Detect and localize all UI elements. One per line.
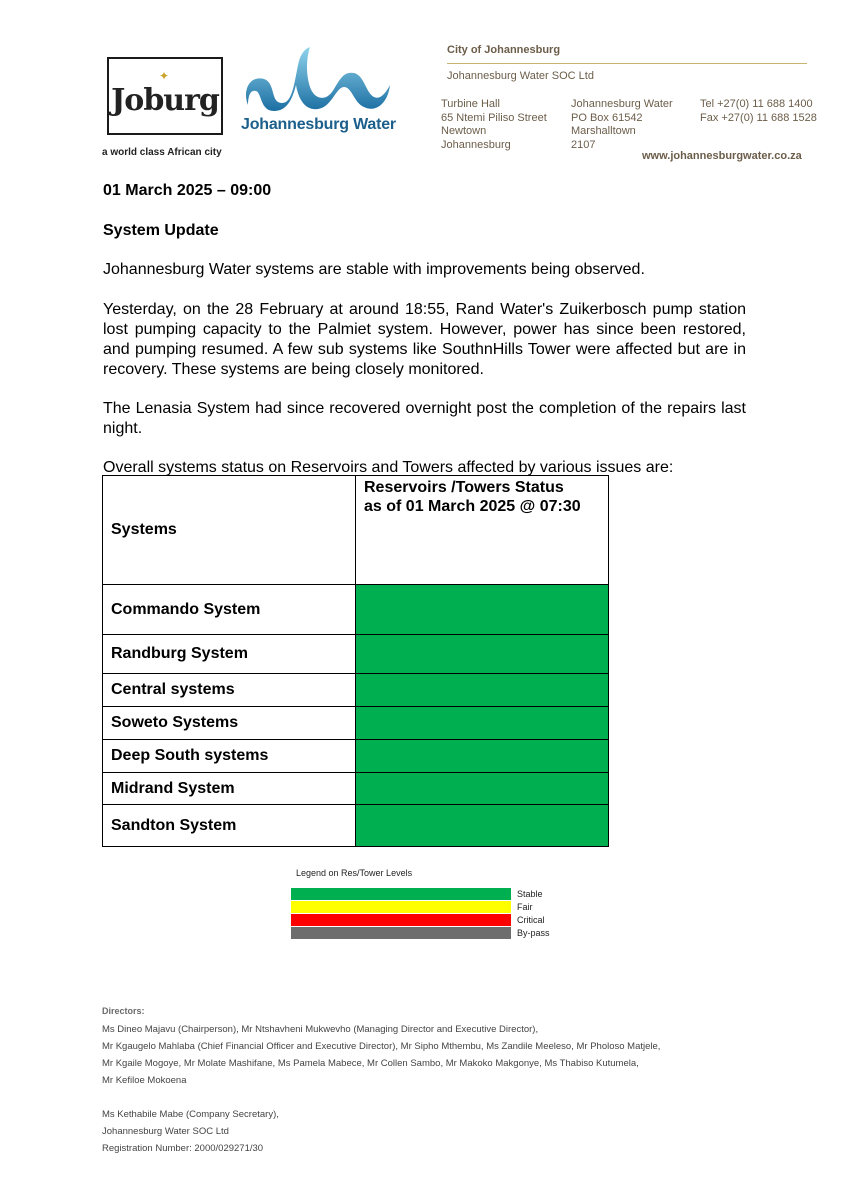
table-row xyxy=(103,707,609,740)
legend-title: Legend on Res/Tower Levels xyxy=(296,868,413,878)
postal-line: PO Box 61542 xyxy=(571,111,643,124)
header-divider xyxy=(447,63,807,64)
table-row xyxy=(103,805,609,847)
status-cell-stable xyxy=(356,635,609,674)
legend-label-stable: Stable xyxy=(517,889,543,899)
statement-date: 01 March 2025 – 09:00 xyxy=(103,182,272,199)
directors-line: Mr Kgaile Mogoye, Mr Molate Mashifane, Ms Pamela Mabece, Mr Collen Sambo, Mr Makoko Makgonye, Ms Thabiso Kutumela, xyxy=(102,1058,639,1069)
header-status xyxy=(356,476,609,585)
legend-label-bypass: By-pass xyxy=(517,928,550,938)
legend-swatch-stable xyxy=(291,888,511,900)
header-status-line-1: Reservoirs /Towers Status xyxy=(364,479,564,496)
contact-numbers xyxy=(700,98,817,125)
table-row xyxy=(103,585,609,635)
fax: Fax +27(0) 11 688 1528 xyxy=(700,111,817,124)
postal-line: 2107 xyxy=(571,138,596,151)
street-address xyxy=(441,98,547,152)
address-line: 65 Ntemi Piliso Street xyxy=(441,111,547,124)
secretary-line: Johannesburg Water SOC Ltd xyxy=(102,1126,229,1137)
header-status-line-2: as of 01 March 2025 @ 07:30 xyxy=(364,498,581,515)
johannesburg-water-logo-icon xyxy=(240,45,392,115)
system-name: Randburg System xyxy=(103,635,356,674)
secretary-line: Ms Kethabile Mabe (Company Secretary), xyxy=(102,1109,279,1120)
directors-line: Mr Kgaugelo Mahlaba (Chief Financial Officer and Executive Director), Mr Sipho Mthembu, Ms Zandile Meeleso, Mr Pholoso Matjele, xyxy=(102,1041,661,1052)
joburg-logo-text: Joburg xyxy=(111,83,219,118)
company-name: Johannesburg Water SOC Ltd xyxy=(447,70,594,82)
registration-number: Registration Number: 2000/029271/30 xyxy=(102,1143,264,1154)
system-name: Commando System xyxy=(103,585,356,635)
table-intro: Overall systems status on Reservoirs and Towers affected by various issues are: xyxy=(103,459,674,476)
table-row xyxy=(103,740,609,773)
city-name: City of Johannesburg xyxy=(447,44,561,56)
status-cell-stable xyxy=(356,805,609,847)
system-name: Deep South systems xyxy=(103,740,356,773)
system-name: Sandton System xyxy=(103,805,356,847)
system-name: Midrand System xyxy=(103,773,356,805)
legend-label-critical: Critical xyxy=(517,915,545,925)
directors-heading: Directors: xyxy=(102,1006,145,1016)
star-icon: ✦ xyxy=(159,69,170,83)
header-systems: Systems xyxy=(103,476,356,585)
website-link[interactable]: www.johannesburgwater.co.za xyxy=(642,150,802,162)
postal-address xyxy=(571,98,673,152)
statement-heading: System Update xyxy=(103,222,219,239)
systems-status-table xyxy=(102,475,609,847)
status-cell-stable xyxy=(356,707,609,740)
legend-swatch-critical xyxy=(291,914,511,926)
legend-swatch-bypass xyxy=(291,927,511,939)
legend-swatch-fair xyxy=(291,901,511,913)
postal-line: Marshalltown xyxy=(571,125,636,137)
table-header-row xyxy=(103,476,609,585)
johannesburg-water-logo-text: Johannesburg Water xyxy=(241,116,396,133)
directors-line: Ms Dineo Majavu (Chairperson), Mr Ntshavheni Mukwevho (Managing Director and Executive Director), xyxy=(102,1024,539,1035)
system-name: Soweto Systems xyxy=(103,707,356,740)
address-line: Turbine Hall xyxy=(441,98,500,110)
status-cell-stable xyxy=(356,674,609,707)
table-row xyxy=(103,674,609,707)
joburg-tagline: a world class African city xyxy=(102,147,222,158)
status-cell-stable xyxy=(356,585,609,635)
joburg-logo xyxy=(107,57,223,135)
legend-label-fair: Fair xyxy=(517,902,533,912)
system-name: Central systems xyxy=(103,674,356,707)
paragraph-3: The Lenasia System had since recovered overnight post the completion of the repairs last night. xyxy=(103,400,746,437)
paragraph-1: Johannesburg Water systems are stable with improvements being observed. xyxy=(103,261,645,278)
postal-line: Johannesburg Water xyxy=(571,98,673,110)
table-row xyxy=(103,773,609,805)
table-row xyxy=(103,635,609,674)
status-cell-stable xyxy=(356,740,609,773)
status-cell-stable xyxy=(356,773,609,805)
paragraph-2: Yesterday, on the 28 February at around 18:55, Rand Water's Zuikerbosch pump station lost pumping capacity to the Palmiet system. However, power has since been restored, and pumping resumed. A few sub systems like SouthnHills Tower were affected but are in recovery. These systems are being closely monitored. xyxy=(103,301,746,378)
telephone: Tel +27(0) 11 688 1400 xyxy=(700,98,813,110)
address-line: Newtown xyxy=(441,125,487,137)
directors-line: Mr Kefiloe Mokoena xyxy=(102,1075,187,1086)
address-line: Johannesburg xyxy=(441,138,511,151)
